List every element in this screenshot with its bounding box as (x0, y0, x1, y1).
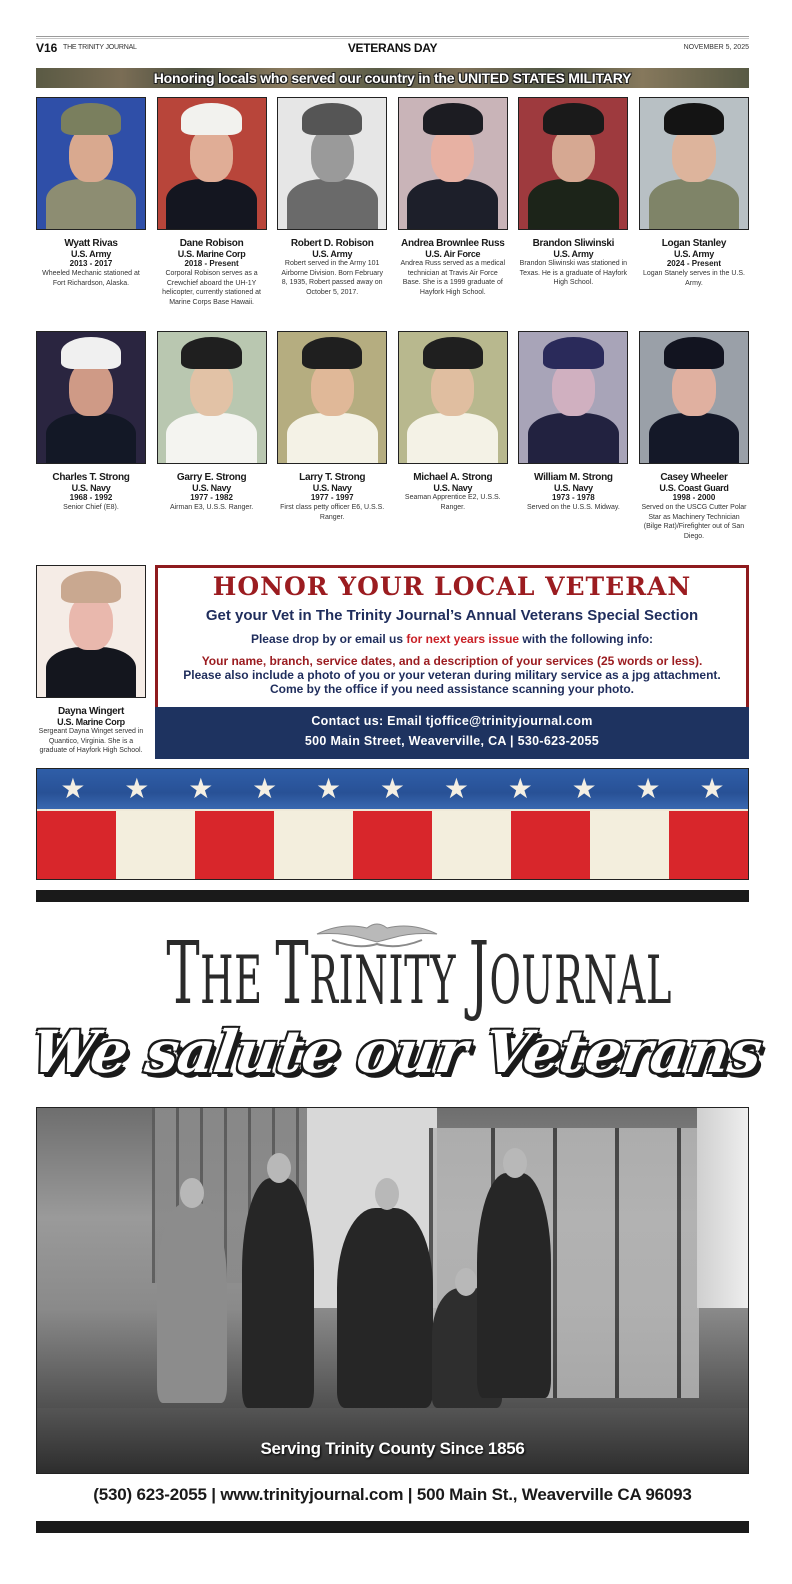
veteran-card (36, 565, 146, 756)
veteran-card (639, 331, 749, 541)
veteran-photo (36, 331, 146, 464)
veteran-branch: U.S. Navy (433, 483, 473, 493)
veteran-description: Sergeant Dayna Winget served in Quantico, Virginia. She is a graduate of Hayfork High School. (38, 728, 144, 754)
page-number: V16 (36, 41, 58, 55)
flag-stripes (37, 811, 748, 880)
flag-stripe (669, 811, 748, 880)
flag-stripe (116, 811, 195, 880)
veteran-card (36, 331, 146, 541)
veteran-branch: U.S. Army (312, 249, 353, 259)
veteran-photo (518, 331, 628, 464)
person-head (503, 1148, 527, 1178)
person-head (455, 1268, 477, 1296)
honor-ad-assist-note: Come by the office if you need assistance scanning your photo. (269, 682, 635, 696)
honor-ad-subhead: Get your Vet in The Trinity Journal’s Annual Veterans Special Section (205, 607, 699, 624)
person-head (267, 1153, 291, 1183)
footer-contact-line: (530) 623-2055 | www.trinityjournal.com | 500 Main St., Weaverville CA 96093 (93, 1485, 692, 1504)
veteran-branch: U.S. Navy (553, 483, 593, 493)
veteran-name: Charles T. Strong (52, 472, 130, 483)
honor-ad-requirements: Your name, branch, service dates, and a description of your services (25 words or less). (201, 654, 703, 668)
star-field (37, 769, 748, 809)
veteran-photo (639, 331, 749, 464)
star-icon: ★ (571, 773, 597, 804)
veteran-card (277, 97, 387, 307)
window (697, 1108, 749, 1308)
veteran-name: Michael A. Strong (413, 472, 493, 483)
honor-ad-body (155, 565, 749, 707)
star-icon: ★ (188, 773, 214, 804)
veteran-description: Robert served in the Army 101 Airborne Division. Born February 8, 1935, Robert passed away on October 5, 2017. (281, 260, 383, 296)
publication-name: THE TRINITY JOURNAL (63, 44, 137, 51)
honor-veteran-ad (155, 565, 749, 759)
title-letter: J (468, 924, 490, 1024)
veteran-branch: U.S. Navy (192, 483, 231, 493)
veteran-years: 2013 - 2017 (69, 259, 113, 268)
flag-stripe (511, 811, 590, 880)
photo-caption: Serving Trinity County Since 1856 (260, 1439, 525, 1458)
veteran-photo (398, 97, 508, 230)
veteran-name: Dane Robison (179, 238, 244, 249)
person-head (375, 1178, 399, 1210)
veteran-years: 2018 - Present (184, 259, 239, 268)
veteran-name: Larry T. Strong (299, 472, 366, 483)
veteran-photo (36, 565, 146, 698)
veteran-description: Wheeled Mechanic stationed at Fort Richardson, Alaska. (42, 270, 140, 287)
flag-stripe (353, 811, 432, 880)
top-rule (36, 36, 749, 39)
star-icon: ★ (699, 773, 725, 804)
veteran-description: Served on the USCG Cutter Polar Star as Machinery Technician (Bilge Rat)/Firefighter out of San Diego. (641, 504, 747, 540)
veteran-years: 1973 - 1978 (552, 493, 595, 502)
veteran-description: Served on the U.S.S. Midway. (526, 504, 620, 511)
veteran-years: 1977 - 1997 (310, 493, 354, 502)
veteran-name: Logan Stanley (661, 238, 727, 249)
star-icon: ★ (60, 773, 86, 804)
veteran-card (518, 97, 628, 307)
instruction-text: with the following info: (519, 632, 654, 646)
veteran-branch: U.S. Air Force (425, 249, 481, 259)
veteran-card (639, 97, 749, 307)
veteran-branch: U.S. Marine Corp (177, 249, 246, 259)
veteran-years: 1998 - 2000 (672, 493, 716, 502)
veteran-branch: U.S. Navy (71, 483, 111, 493)
page-folio (36, 41, 749, 55)
title-text: HE (200, 942, 276, 1019)
veteran-name: Dayna Wingert (57, 706, 125, 717)
veteran-photo (277, 331, 387, 464)
honoring-banner (36, 68, 749, 88)
veteran-years: 1977 - 1982 (190, 493, 233, 502)
veteran-card (518, 331, 628, 541)
star-icon: ★ (252, 773, 278, 804)
veterans-row-2 (36, 331, 749, 541)
veteran-description: Logan Stanely serves in the U.S. Army. (642, 270, 745, 287)
historic-staff-photo (36, 1107, 749, 1474)
star-icon: ★ (316, 773, 342, 804)
person-figure (157, 1203, 227, 1403)
star-icon: ★ (379, 773, 406, 804)
veteran-description: Corporal Robison serves as a Crewchief aboard the UH-1Y helicopter, currently stationed at Marine Corps Base Hawaii. (162, 270, 262, 306)
veteran-photo (157, 97, 267, 230)
veterans-row-1 (36, 97, 749, 307)
veteran-card (398, 331, 508, 541)
veteran-description: Airman E3, U.S.S. Ranger. (169, 504, 254, 511)
title-text: RINITY (309, 942, 469, 1019)
honor-ad-instruction (158, 632, 746, 646)
veteran-branch: U.S. Army (673, 249, 714, 259)
issue-date: NOVEMBER 5, 2025 (683, 44, 749, 51)
veteran-photo (518, 97, 628, 230)
veteran-description: Seaman Apprentice E2, U.S.S. Ranger. (404, 494, 501, 511)
veteran-card (398, 97, 508, 307)
title-letter: T (166, 924, 201, 1024)
honor-ad-headline: HONOR YOUR LOCAL VETERAN (212, 572, 692, 601)
veteran-name: William M. Strong (534, 472, 613, 483)
person-figure (242, 1178, 314, 1408)
flag-banner (36, 768, 749, 880)
flag-stripe (37, 811, 116, 880)
veteran-name: Brandon Sliwinski (532, 238, 615, 249)
veteran-card (277, 331, 387, 541)
veteran-name: Casey Wheeler (660, 472, 728, 483)
veteran-photo (398, 331, 508, 464)
veteran-branch: U.S. Army (553, 249, 594, 259)
veteran-branch: U.S. Coast Guard (659, 483, 729, 493)
contact-email-line: Contact us: Email tjoffice@trinityjournal.com (311, 714, 593, 728)
salute-slogan: We salute our Veterans (26, 1018, 766, 1086)
honor-ad-contact-bar (155, 707, 749, 759)
veteran-photo (639, 97, 749, 230)
star-icon: ★ (443, 773, 469, 804)
veteran-description: Senior Chief (E8). (63, 504, 119, 511)
flag-stripe (274, 811, 353, 880)
flag-stripe (432, 811, 511, 880)
star-icon: ★ (635, 773, 661, 804)
person-figure (337, 1208, 433, 1408)
flag-stripe (195, 811, 274, 880)
veteran-branch: U.S. Navy (312, 483, 352, 493)
divider-bar (36, 1521, 749, 1533)
veteran-branch: U.S. Marine Corp (57, 717, 125, 727)
masthead-title (166, 924, 672, 1024)
instruction-text: Please drop by or email us (250, 632, 407, 646)
divider-bar (36, 890, 749, 902)
contact-address-line: 500 Main Street, Weaverville, CA | 530-623-2055 (304, 734, 600, 748)
flag-stripe (590, 811, 669, 880)
veteran-branch: U.S. Army (71, 249, 111, 259)
veteran-description: First class petty officer E6, U.S.S. Ranger. (280, 504, 385, 521)
person-head (180, 1178, 204, 1208)
veteran-name: Andrea Brownlee Russ (401, 238, 505, 249)
veteran-description: Brandon Sliwinski was stationed in Texas. He is a graduate of Hayfork High School. (519, 260, 628, 286)
veteran-photo (157, 331, 267, 464)
veteran-card (36, 97, 146, 307)
veteran-name: Robert D. Robison (290, 238, 374, 249)
instruction-highlight: for next years issue (406, 632, 520, 646)
honor-ad-photo-note: Please also include a photo of you or your veteran during military service as a jpg attachment. (183, 668, 721, 682)
person-figure (477, 1173, 551, 1398)
star-icon: ★ (507, 773, 533, 804)
veteran-card (157, 97, 267, 307)
veteran-photo (36, 97, 146, 230)
star-icon: ★ (124, 773, 150, 804)
veteran-years: 1968 - 1992 (69, 493, 113, 502)
title-letter: T (275, 924, 310, 1024)
veteran-card (157, 331, 267, 541)
veteran-photo (277, 97, 387, 230)
banner-title: Honoring locals who served our country in the UNITED STATES MILITARY (153, 70, 632, 86)
veteran-description: Andrea Russ served as a medical technician at Travis Air Force Base. She is a 1999 graduate of Hayfork High School. (400, 260, 506, 296)
veteran-years: 2024 - Present (666, 259, 722, 268)
veteran-name: Garry E. Strong (176, 472, 247, 483)
title-text: OURNAL (489, 942, 672, 1019)
veteran-name: Wyatt Rivas (64, 238, 118, 249)
section-title: VETERANS DAY (347, 41, 438, 55)
